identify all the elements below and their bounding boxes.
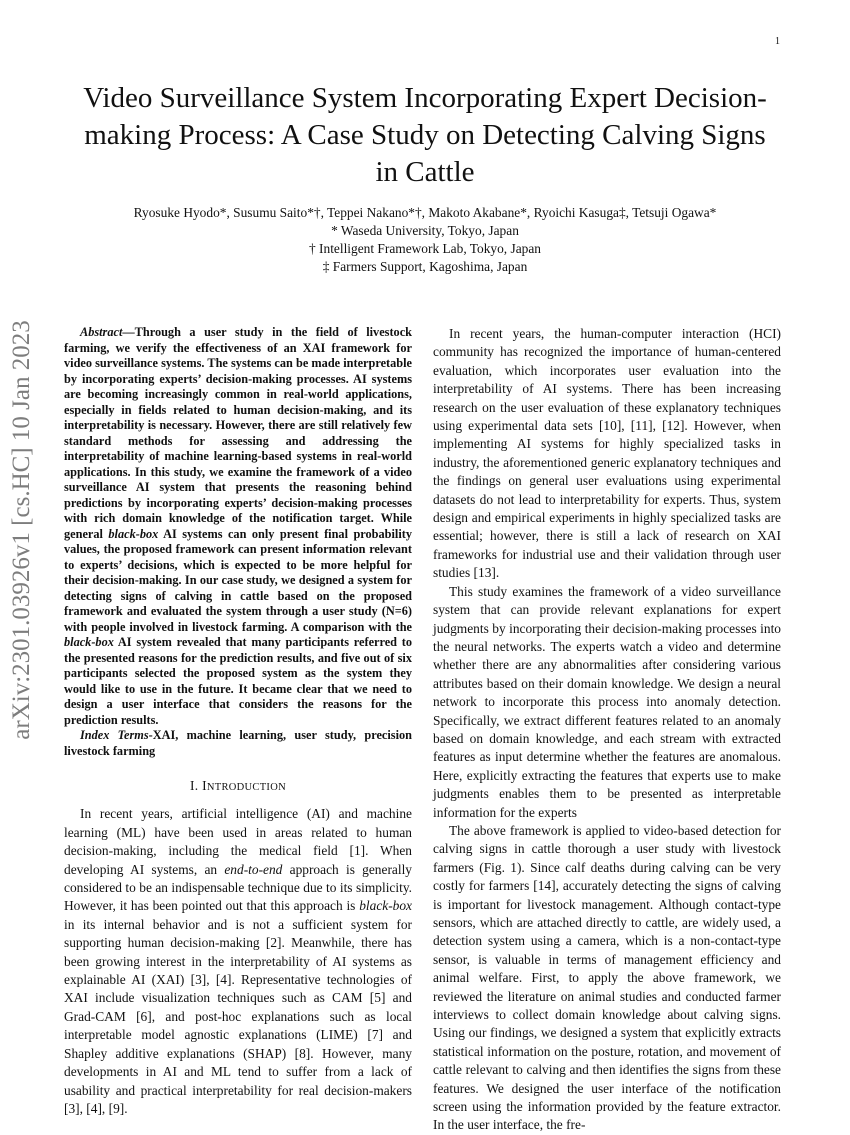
affiliation-farmers-support: ‡ Farmers Support, Kagoshima, Japan: [322, 259, 528, 274]
section-initial: I: [202, 778, 207, 793]
abstract-text-3: AI system revealed that many participants referred to the presented reasons for the prediction results, and five out of six participants selected the proposed system as the system they would like to use in the future. It became clear that we need to design a user interface that considers the reasons for the prediction results.: [64, 635, 412, 727]
arxiv-identifier[interactable]: arXiv:2301.03926v1 [cs.HC] 10 Jan 2023: [8, 320, 35, 740]
intro-text-3: in its internal behavior and is not a sufficient system for supporting human decision-making [2]. Meanwhile, there has been growing interest in the interpretability of AI systems as explainable AI (XAI) [3], [4]. Representative technologies of XAI include visualization techniques such as CAM [5] and Grad-CAM [6], and post-hoc explanations such as local interpretable model agnostic explanations (LIME) [7] and Shapley additive explanations (SHAP) [8]. However, many developments in AI and ML tend to suffer from a lack of usability and practical interpretability for real decision-makers [3], [4], [9].: [64, 916, 412, 1116]
intro-text-2: approach is generally considered to be an indispensable technique due to its simplicity. However, it has been pointed out that this approach is: [64, 861, 412, 914]
abstract-text-1: —Through a user study in the field of livestock farming, we verify the effectiveness of an XAI framework for video surveillance systems. The systems can be made interpretable by incorporating experts’ decision-making processes. AI systems are becoming increasingly common in real-world applications, especially in fields related to human decision-making, and its interpretability is necessary. However, there are still relatively few standard methods for assessing and addressing the interpretability of machine learning-based systems in real-world applications. In this study, we examine the framework of a video surveillance AI system that presents the reasoning behind predictions by incorporating experts’ decision-making processes with rich domain knowledge of the notification target. While general: [64, 325, 412, 541]
abstract-text-2: AI systems can only present final probability values, the proposed framework can present information relevant to experts’ decisions, which is expected to be more helpful for their decision-making. In our case study, we designed a system for detecting signs of calving in cattle based on the proposed framework and evaluated the system through a user study (N=6) with people involved in livestock farming. A comparison with the: [64, 526, 412, 634]
intro-emphasis-1: end-to-end: [224, 861, 283, 877]
section-numeral: I.: [190, 778, 203, 793]
abstract-label: Abstract: [80, 325, 123, 339]
intro-text-1: In recent years, artificial intelligence (AI) and machine learning (ML) have been used in areas related to human decision-making, including the medical field [1]. When developing AI systems, an: [64, 806, 412, 877]
affiliation-intelligent-framework: † Intelligent Framework Lab, Tokyo, Japan: [309, 241, 541, 256]
index-terms-label: Index Terms: [80, 728, 149, 742]
framework-paragraph: This study examines the framework of a video surveillance system that can provide relevant explanations for expert judgments by incorporating their decision-making processes into the neural networks. The experts watch a video and determine whether there are any abnormalities after considering various attributes based on their domain knowledge. We design a neural network to incorporate this process into anomaly detection. Specifically, we extract different features related to an anomaly based on domain knowledge, and each stream with extracted features as input determine whether the features are anomalous. Here, explicitly extracting the features that experts use to make judgments enables them to be presented as interpretable information for the experts: [433, 583, 781, 820]
intro-paragraph: [64, 805, 412, 1118]
section-rest: NTRODUCTION: [206, 782, 286, 793]
calving-paragraph: The above framework is applied to video-based detection for calving signs in cattle thorough a user study with livestock farmers (Fig. 1). Since calf deaths during calving can be very costly for farmers [14], accurately detecting the signs of calving is important for livestock management. Although contact-type sensors, which are attached directly to cattle, are widely used, a detection system using a camera, which is a non-contact-type sensor, is valuable in terms of management efficiency and animal welfare. First, to apply the above framework, we reviewed the literature on animal studies and conducted farmer interviews to collect domain knowledge about calving signs. Using our findings, we designed a system that explicitly extracts statistical information on the posture, rotation, and movement of cattle relevant to calving and then identifies the signs from these features. We designed the user interface of the notification screen using the information provided by the feature extractor. In the user interface, the fre-: [433, 822, 781, 1133]
left-column: [64, 325, 412, 1118]
page-number: 1: [775, 36, 780, 47]
abstract-emphasis-2: black-box: [64, 635, 114, 649]
abstract-emphasis-1: black-box: [108, 526, 159, 541]
section-heading-introduction: [64, 777, 412, 797]
author-list: Ryosuke Hyodo*, Susumu Saito*†, Teppei Nakano*†, Makoto Akabane*, Ryoichi Kasuga‡, Tetsuji Ogawa*: [133, 205, 717, 220]
index-terms: [64, 728, 412, 759]
abstract: [64, 325, 412, 728]
hci-paragraph: In recent years, the human-computer interaction (HCI) community has recognized the importance of human-centered evaluation, which incorporates user evaluation into the interpretability of AI systems. There has been increasing research on the user evaluation of these explanatory techniques using experimental data sets [10], [11], [12]. However, when implementing AI systems for highly specialized tasks in industry, the aforementioned generic explanatory techniques and the findings on general user evaluations using experimental datasets do not lead to interpretability for experts. Thus, system design and empirical experiments in highly specialized tasks are essential; however, there is still a lack of research on XAI frameworks for industrial use and their validation through user studies [13].: [433, 326, 781, 581]
index-terms-text: -XAI, machine learning, user study, precision livestock farming: [64, 728, 412, 758]
paper-title: Video Surveillance System Incorporating Expert Decision-making Process: A Case Study on Detecting Calving Signs in Cattle: [83, 82, 767, 188]
right-column: [433, 325, 781, 1135]
intro-emphasis-2: black-box: [359, 898, 412, 914]
affiliation-waseda: * Waseda University, Tokyo, Japan: [331, 223, 519, 238]
